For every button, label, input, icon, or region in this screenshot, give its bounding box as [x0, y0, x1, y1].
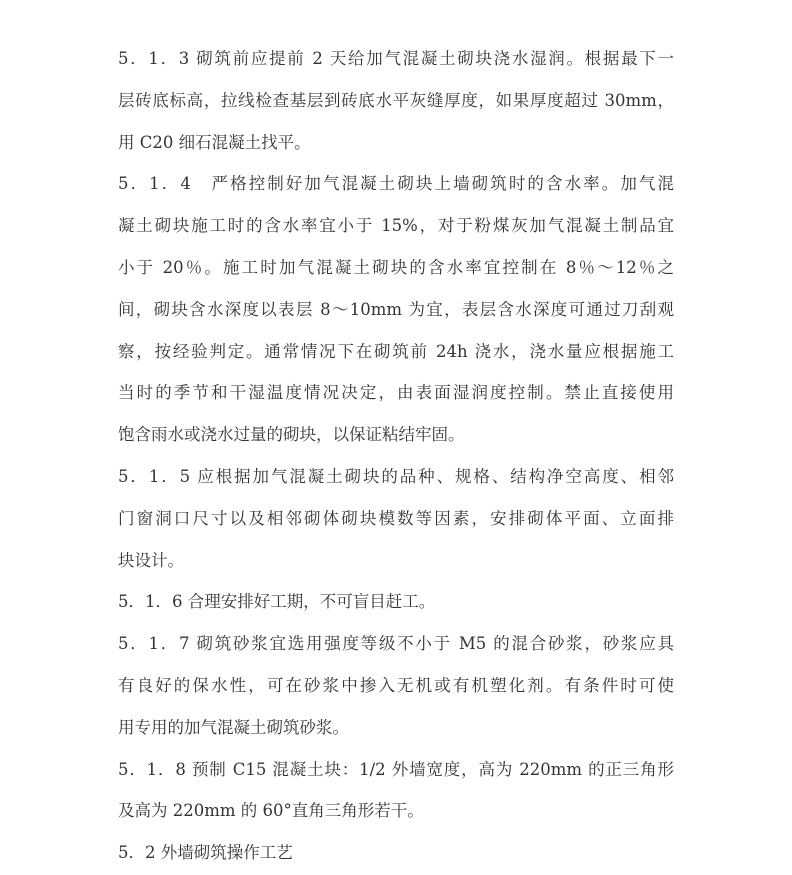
text-line: 层砖底标高，拉线检查基层到砖底水平灰缝厚度，如果厚度超过 30mm， — [118, 90, 674, 110]
document-body — [118, 38, 674, 874]
text-line: 5．1．4 严格控制好加气混凝土砌块上墙砌筑时的含水率。加气混 — [118, 174, 674, 194]
paragraph-5-1-8 — [118, 749, 674, 833]
text-line: 及高为 220mm 的 60°直角三角形若干。 — [118, 801, 424, 821]
text-line: 饱含雨水或浇水过量的砌块，以保证粘结牢固。 — [118, 425, 465, 445]
text-line: 5．1．7 砌筑砂浆宜选用强度等级不小于 M5 的混合砂浆，砂浆应具 — [118, 634, 674, 654]
paragraph-5-1-6 — [118, 581, 674, 623]
text-line: 5．1．5 应根据加气混凝土砌块的品种、规格、结构净空高度、相邻 — [118, 466, 674, 486]
paragraph-5-1-3 — [118, 38, 674, 163]
text-line: 小于 20％。施工时加气混凝土砌块的含水率宜控制在 8％～12％之 — [118, 257, 674, 277]
section-heading: 5．2 外墙砌筑操作工艺 — [118, 843, 293, 863]
section-heading-5-2 — [118, 832, 674, 874]
text-line: 5．1．6 合理安排好工期，不可盲目赶工。 — [118, 592, 436, 612]
text-line: 用 C20 细石混凝土找平。 — [118, 132, 311, 152]
paragraph-5-1-5 — [118, 456, 674, 581]
text-line: 块设计。 — [118, 550, 184, 570]
text-line: 5．1．8 预制 C15 混凝土块：1/2 外墙宽度，高为 220mm 的正三角形 — [118, 759, 674, 779]
text-line: 有良好的保水性，可在砂浆中掺入无机或有机塑化剂。有条件时可使 — [118, 675, 674, 695]
paragraph-5-1-4 — [118, 163, 674, 456]
paragraph-5-1-7 — [118, 623, 674, 748]
text-line: 间，砌块含水深度以表层 8～10mm 为宜，表层含水深度可通过刀刮观 — [118, 299, 674, 319]
text-line: 用专用的加气混凝土砌筑砂浆。 — [118, 717, 349, 737]
text-line: 凝土砌块施工时的含水率宜小于 15%，对于粉煤灰加气混凝土制品宜 — [118, 216, 674, 236]
text-line: 门窗洞口尺寸以及相邻砌体砌块模数等因素，安排砌体平面、立面排 — [118, 508, 674, 528]
text-line: 当时的季节和干湿温度情况决定，由表面湿润度控制。禁止直接使用 — [118, 383, 674, 403]
text-line: 察，按经验判定。通常情况下在砌筑前 24h 浇水，浇水量应根据施工 — [118, 341, 674, 361]
text-line: 5．1．3 砌筑前应提前 2 天给加气混凝土砌块浇水湿润。根据最下一 — [118, 49, 674, 68]
